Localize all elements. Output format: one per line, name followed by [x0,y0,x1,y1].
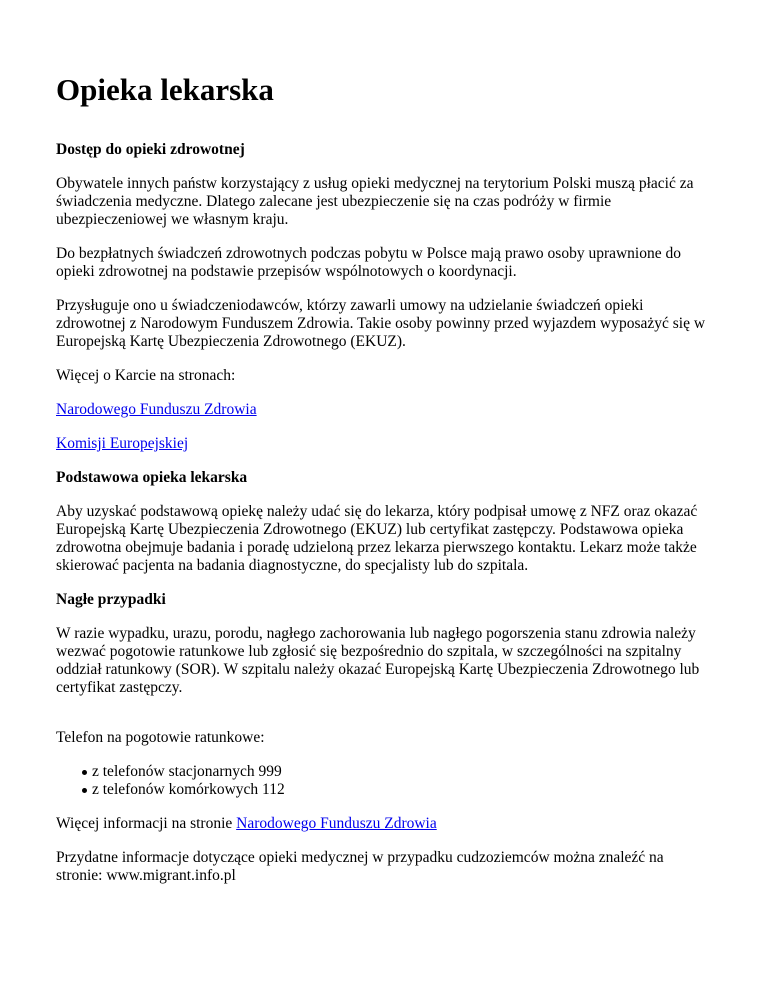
nfz-link[interactable]: Narodowego Funduszu Zdrowia [56,401,257,418]
basic-paragraph-1: Aby uzyskać podstawową opiekę należy udać się do lekarza, który podpisał umowę z NFZ oraz okazać Europejską Kartę Ubezpieczenia Zdrowotnego (EKUZ) lub certyfikat zastępczy. Podstawowa opieka zdrowotna obejmuje badania i poradę udzieloną przez lekarza pierwszego kontaktu. Lekarz może także skierować pacjenta na badania diagnostyczne, do specjalisty lub do szpitala. [56,503,698,574]
phone-intro: Telefon na pogotowie ratunkowe: [56,729,265,746]
access-paragraph-1: Obywatele innych państw korzystający z usług opieki medycznej na terytorium Polski muszą płacić za świadczenia medyczne. Dlatego zalecane jest ubezpieczenie się na czas podróży w firmie ubezpieczeniowej we własnym kraju. [56,175,694,228]
section-heading-emergency: Nagłe przypadki [56,591,166,608]
list-item: z telefonów stacjonarnych 999 [92,763,712,781]
page-title: Opieka lekarska [56,72,274,107]
nfz-link-paragraph [56,401,712,419]
ke-link-paragraph [56,435,712,453]
section-heading-basic: Podstawowa opieka lekarska [56,469,248,486]
more-info-paragraph [56,815,712,833]
list-item: z telefonów komórkowych 112 [92,781,712,799]
emergency-paragraph-1: W razie wypadku, urazu, porodu, nagłego zachorowania lub nagłego pogorszenia stanu zdrowia należy wezwać pogotowie ratunkowe lub zgłosić się bezpośrednio do szpitala, w szczególności na szpitalny oddział ratunkowy (SOR). W szpitalu należy okazać Europejską Kartę Ubezpieczenia Zdrowotnego lub certyfikat zastępczy. [56,625,700,696]
section-heading-access: Dostęp do opieki zdrowotnej [56,141,245,158]
access-paragraph-3: Przysługuje ono u świadczeniodawców, którzy zawarli umowy na udzielanie świadczeń opieki zdrowotnej z Narodowym Funduszem Zdrowia. Takie osoby powinny przed wyjazdem wyposażyć się w Europejską Kartę Ubezpieczenia Zdrowotnego (EKUZ). [56,297,706,350]
migrant-info-paragraph: Przydatne informacje dotyczące opieki medycznej w przypadku cudzoziemców można znaleźć na stronie: www.migrant.info.pl [56,849,664,884]
access-paragraph-4: Więcej o Karcie na stronach: [56,367,236,384]
european-commission-link[interactable]: Komisji Europejskiej [56,435,189,452]
phone-list [56,763,712,799]
access-paragraph-2: Do bezpłatnych świadczeń zdrowotnych podczas pobytu w Polsce mają prawo osoby uprawnione do opieki zdrowotnej na podstawie przepisów wspólnotowych o koordynacji. [56,245,681,280]
more-info-prefix: Więcej informacji na stronie [56,815,237,832]
nfz-more-info-link[interactable]: Narodowego Funduszu Zdrowia [236,815,437,832]
